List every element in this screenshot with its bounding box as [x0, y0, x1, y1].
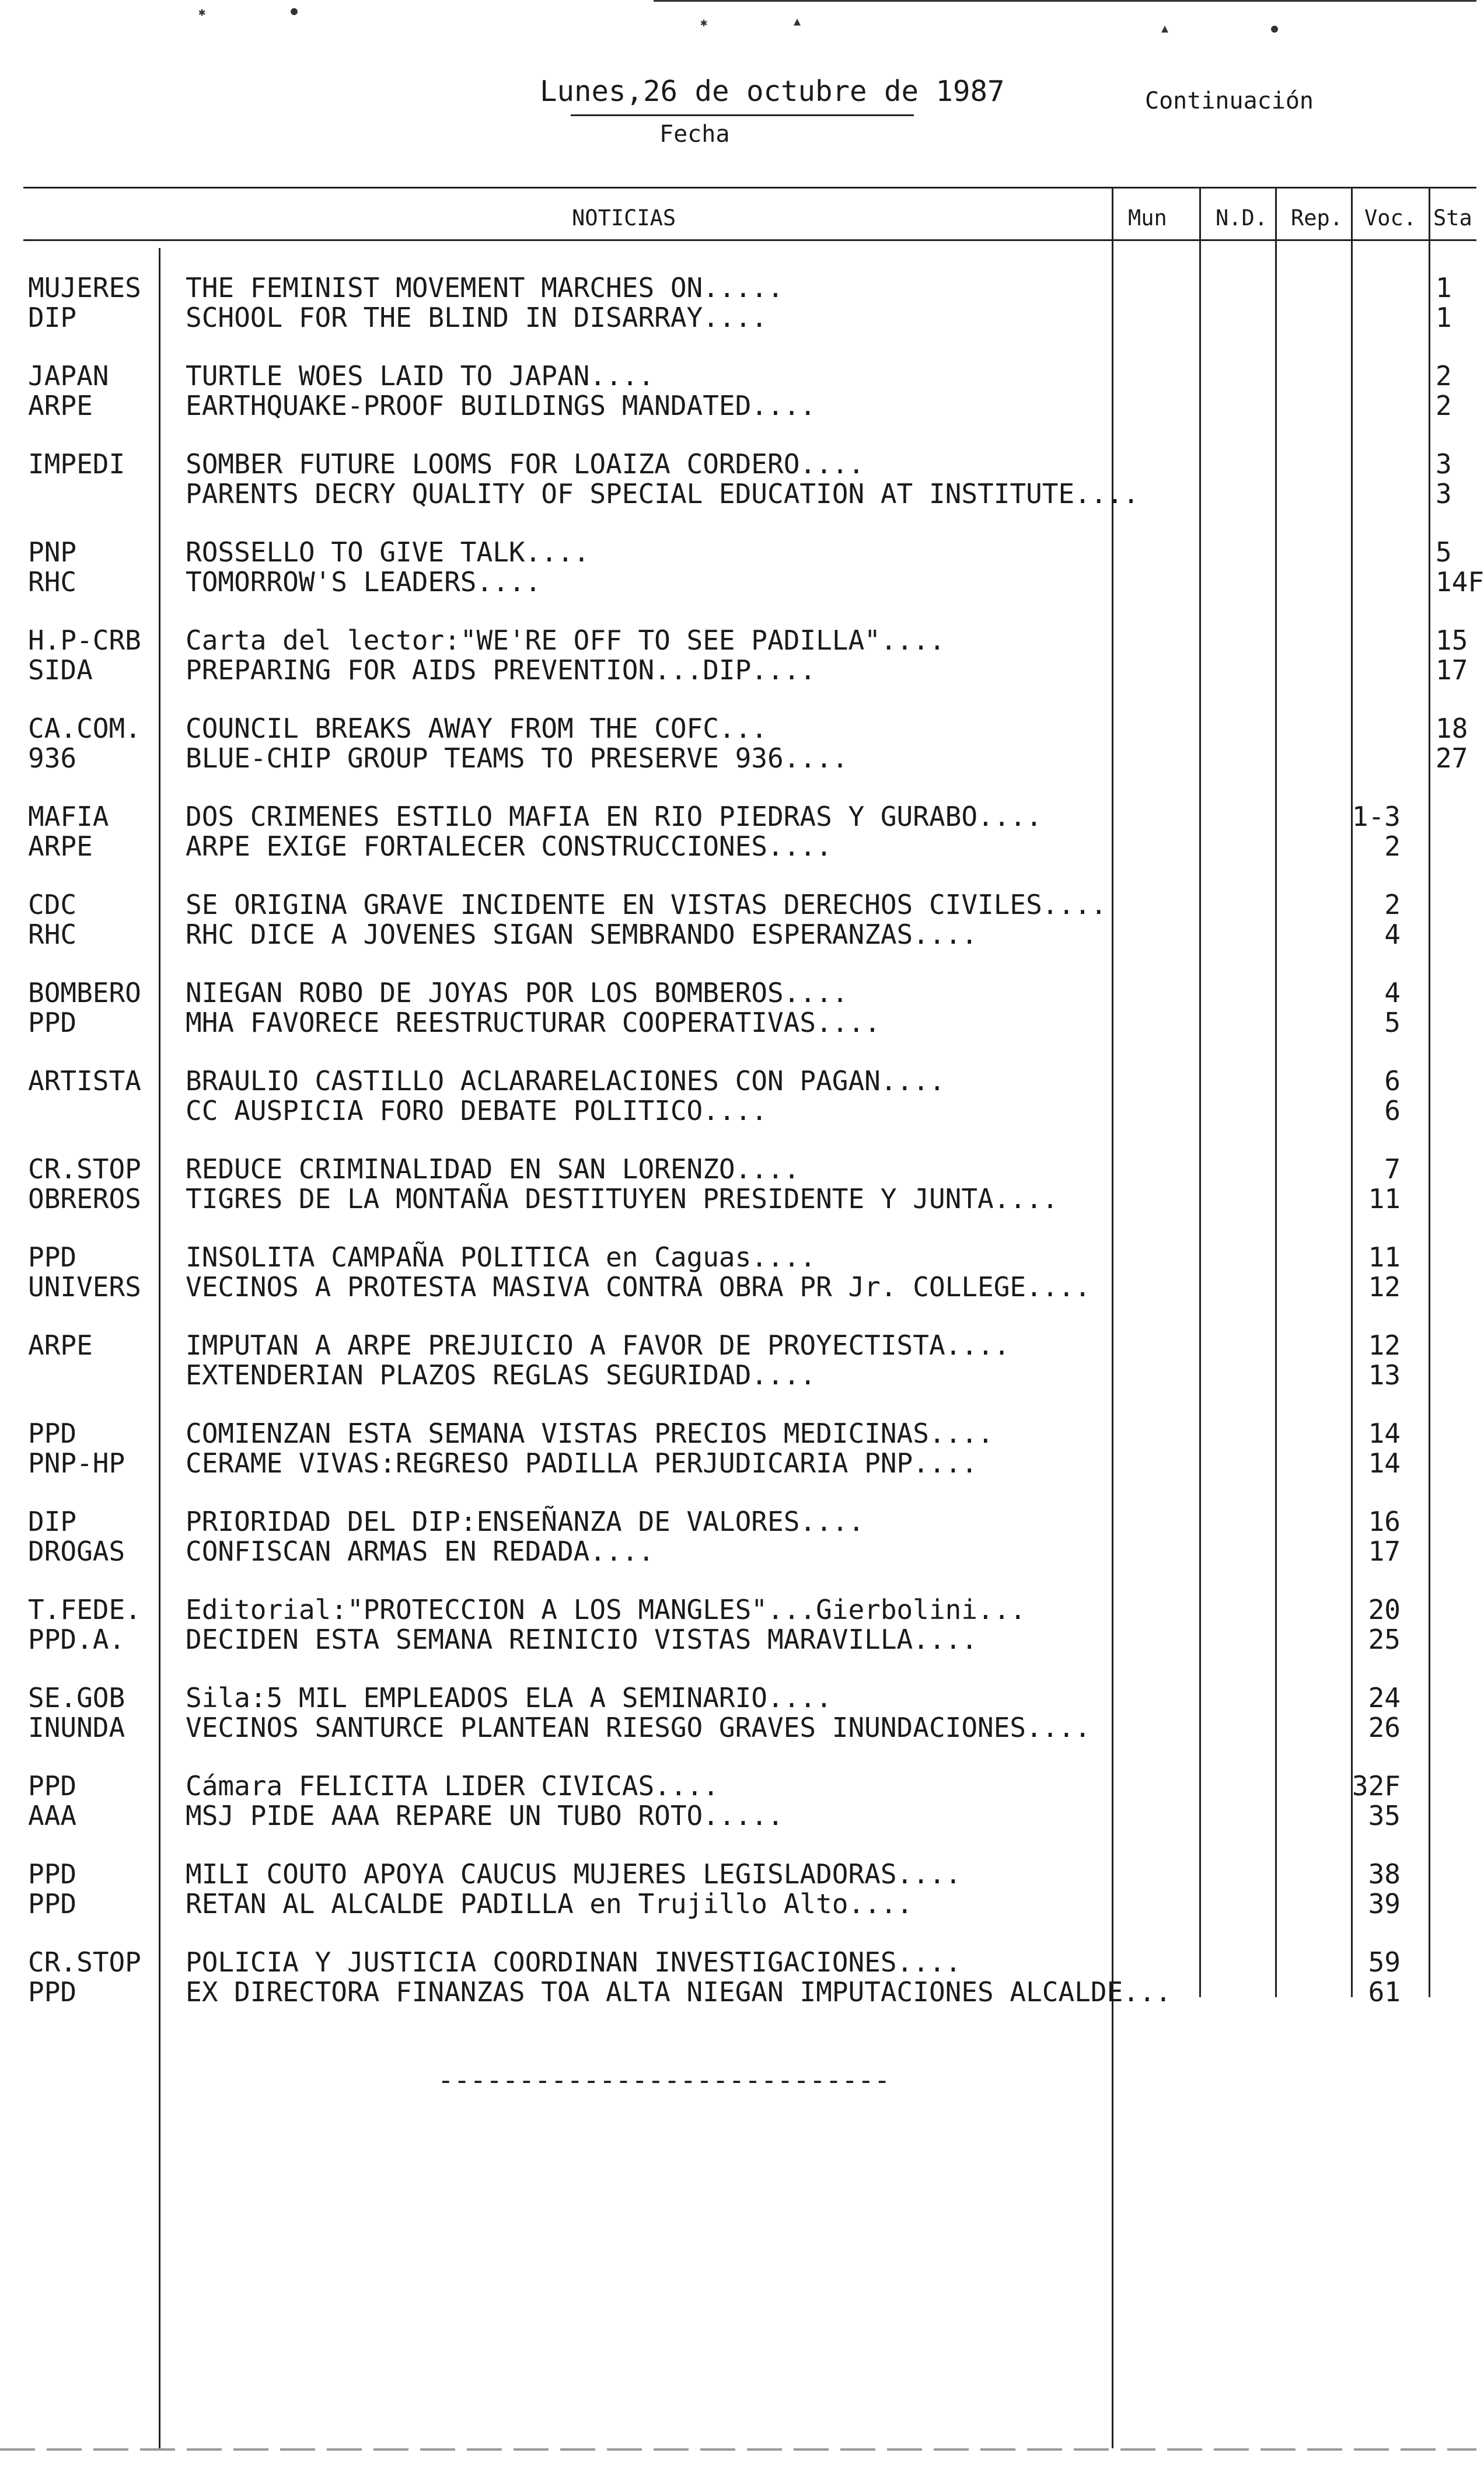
row-sta-page: 27 [1436, 742, 1468, 774]
row-headline: TURTLE WOES LAID TO JAPAN.... [186, 360, 655, 392]
row-sta-page: 2 [1436, 390, 1452, 421]
top-rule [654, 0, 1476, 2]
row-voc-page: 2 [1384, 831, 1401, 862]
row-headline: THE FEMINIST MOVEMENT MARCHES ON..... [186, 272, 784, 303]
speck-mark: ✱ [198, 5, 206, 19]
row-headline: PARENTS DECRY QUALITY OF SPECIAL EDUCATION AT INSTITUTE.... [186, 478, 1139, 510]
col-header-news: NOTICIAS [572, 205, 676, 231]
row-category: CDC [28, 889, 77, 920]
row-sta-page: 18 [1436, 713, 1468, 744]
document-date: Lunes,26 de octubre de 1987 [540, 75, 1005, 108]
row-headline: PRIORIDAD DEL DIP:ENSEÑANZA DE VALORES.... [186, 1506, 865, 1537]
row-voc-page: 20 [1368, 1594, 1401, 1625]
bottom-edge-rule [0, 2448, 1476, 2451]
col-header-voc: Voc. [1364, 205, 1417, 231]
row-headline: EARTHQUAKE-PROOF BUILDINGS MANDATED.... [186, 390, 816, 421]
row-category: DIP [28, 1506, 77, 1537]
row-voc-page: 5 [1384, 1007, 1401, 1038]
row-headline: DECIDEN ESTA SEMANA REINICIO VISTAS MARAVILLA.... [186, 1624, 978, 1655]
row-category: ARPE [28, 1330, 93, 1361]
row-headline: Cámara FELICITA LIDER CIVICAS.... [186, 1770, 719, 1802]
row-sta-page: 1 [1436, 272, 1452, 303]
row-headline: SOMBER FUTURE LOOMS FOR LOAIZA CORDERO.... [186, 448, 865, 480]
row-category: MUJERES [28, 272, 141, 303]
row-category: CR.STOP [28, 1946, 141, 1978]
col-header-sta: Sta [1433, 205, 1472, 231]
row-headline: SCHOOL FOR THE BLIND IN DISARRAY.... [186, 302, 767, 333]
row-category: CR.STOP [28, 1153, 141, 1185]
row-category: RHC [28, 919, 77, 950]
row-voc-page: 12 [1368, 1330, 1401, 1361]
rep-column-rule [1275, 188, 1277, 1997]
row-headline: RETAN AL ALCALDE PADILLA en Trujillo Alto.... [186, 1888, 913, 1920]
row-category: PPD [28, 1241, 77, 1273]
row-voc-page: 26 [1368, 1712, 1401, 1743]
row-category: PPD [28, 1418, 77, 1449]
row-category: AAA [28, 1800, 77, 1831]
row-voc-page: 12 [1368, 1271, 1401, 1303]
date-label: Fecha [659, 121, 730, 148]
table-header-rule [23, 239, 1476, 241]
row-voc-page: 2 [1384, 889, 1401, 920]
row-category: PPD [28, 1976, 77, 2008]
row-headline: EX DIRECTORA FINANZAS TOA ALTA NIEGAN IMPUTACIONES ALCALDE... [186, 1976, 1172, 2008]
col-header-mun: Mun [1128, 205, 1167, 231]
row-voc-page: 16 [1368, 1506, 1401, 1537]
row-category: T.FEDE. [28, 1594, 141, 1625]
speck-mark: ● [1271, 21, 1279, 35]
row-category: PPD [28, 1007, 77, 1038]
row-category: PNP [28, 536, 77, 568]
row-category: BOMBERO [28, 977, 141, 1009]
row-headline: REDUCE CRIMINALIDAD EN SAN LORENZO.... [186, 1153, 800, 1185]
row-voc-page: 61 [1368, 1976, 1401, 2008]
row-voc-page: 17 [1368, 1536, 1401, 1567]
row-voc-page: 59 [1368, 1946, 1401, 1978]
row-headline: COMIENZAN ESTA SEMANA VISTAS PRECIOS MEDICINAS.... [186, 1418, 994, 1449]
speck-mark: ● [291, 4, 298, 18]
nd-column-rule [1199, 188, 1201, 1997]
row-voc-page: 1-3 [1352, 801, 1401, 832]
row-sta-page: 17 [1436, 654, 1468, 686]
row-headline: MSJ PIDE AAA REPARE UN TUBO ROTO..... [186, 1800, 784, 1831]
row-category: ARPE [28, 390, 93, 421]
row-headline: EXTENDERIAN PLAZOS REGLAS SEGURIDAD.... [186, 1359, 816, 1391]
row-category: SE.GOB [28, 1682, 125, 1714]
speck-mark: ▲ [794, 14, 801, 28]
row-voc-page: 11 [1368, 1241, 1401, 1273]
row-headline: RHC DICE A JOVENES SIGAN SEMBRANDO ESPERANZAS.... [186, 919, 978, 950]
row-headline: TIGRES DE LA MONTAÑA DESTITUYEN PRESIDENTE Y JUNTA.... [186, 1183, 1059, 1215]
row-category: IMPEDI [28, 448, 125, 480]
row-voc-page: 14 [1368, 1418, 1401, 1449]
row-category: ARPE [28, 831, 93, 862]
row-voc-page: 4 [1384, 977, 1401, 1009]
row-category: CA.COM. [28, 713, 141, 744]
category-column-rule [159, 248, 160, 2448]
date-underline [571, 114, 914, 116]
row-category: DIP [28, 302, 77, 333]
row-headline: CONFISCAN ARMAS EN REDADA.... [186, 1536, 655, 1567]
row-headline: COUNCIL BREAKS AWAY FROM THE COFC... [186, 713, 767, 744]
sta-column-rule [1429, 188, 1430, 1997]
end-rule: ---------------------------- [438, 2064, 891, 2096]
row-voc-page: 6 [1384, 1095, 1401, 1126]
continuation-label: Continuación [1145, 88, 1314, 114]
row-headline: ARPE EXIGE FORTALECER CONSTRUCCIONES.... [186, 831, 832, 862]
row-category: H.P-CRB [28, 624, 141, 656]
row-headline: BLUE-CHIP GROUP TEAMS TO PRESERVE 936.... [186, 742, 849, 774]
row-category: SIDA [28, 654, 93, 686]
row-voc-page: 14 [1368, 1447, 1401, 1479]
row-headline: ROSSELLO TO GIVE TALK.... [186, 536, 590, 568]
row-sta-page: 5 [1436, 536, 1452, 568]
speck-mark: ✱ [700, 15, 708, 29]
row-voc-page: 35 [1368, 1800, 1401, 1831]
row-headline: INSOLITA CAMPAÑA POLITICA en Caguas.... [186, 1241, 816, 1273]
row-voc-page: 24 [1368, 1682, 1401, 1714]
row-headline: MILI COUTO APOYA CAUCUS MUJERES LEGISLADORAS.... [186, 1858, 962, 1890]
row-category: PPD [28, 1770, 77, 1802]
row-headline: CC AUSPICIA FORO DEBATE POLITICO.... [186, 1095, 767, 1126]
row-voc-page: 11 [1368, 1183, 1401, 1215]
row-category: INUNDA [28, 1712, 125, 1743]
row-category: MAFIA [28, 801, 109, 832]
table-top-rule [23, 187, 1476, 189]
row-headline: POLICIA Y JUSTICIA COORDINAN INVESTIGACIONES.... [186, 1946, 962, 1978]
row-voc-page: 6 [1384, 1065, 1401, 1097]
col-header-rep: Rep. [1291, 205, 1343, 231]
col-header-nd: N.D. [1216, 205, 1268, 231]
row-category: PNP-HP [28, 1447, 125, 1479]
row-sta-page: 14F [1436, 566, 1484, 598]
row-category: ARTISTA [28, 1065, 141, 1097]
row-category: JAPAN [28, 360, 109, 392]
row-headline: NIEGAN ROBO DE JOYAS POR LOS BOMBEROS.... [186, 977, 849, 1009]
row-headline: BRAULIO CASTILLO ACLARARELACIONES CON PAGAN.... [186, 1065, 945, 1097]
row-sta-page: 3 [1436, 448, 1452, 480]
row-headline: Editorial:"PROTECCION A LOS MANGLES"...Gierbolini... [186, 1594, 1026, 1625]
row-voc-page: 25 [1368, 1624, 1401, 1655]
row-sta-page: 1 [1436, 302, 1452, 333]
row-category: PPD.A. [28, 1624, 125, 1655]
row-headline: TOMORROW'S LEADERS.... [186, 566, 542, 598]
row-headline: MHA FAVORECE REESTRUCTURAR COOPERATIVAS.... [186, 1007, 881, 1038]
row-headline: IMPUTAN A ARPE PREJUICIO A FAVOR DE PROYECTISTA.... [186, 1330, 1010, 1361]
row-sta-page: 2 [1436, 360, 1452, 392]
row-category: PPD [28, 1888, 77, 1920]
row-category: PPD [28, 1858, 77, 1890]
row-voc-page: 7 [1384, 1153, 1401, 1185]
row-voc-page: 13 [1368, 1359, 1401, 1391]
row-category: 936 [28, 742, 77, 774]
row-sta-page: 15 [1436, 624, 1468, 656]
row-headline: DOS CRIMENES ESTILO MAFIA EN RIO PIEDRAS Y GURABO.... [186, 801, 1042, 832]
row-headline: CERAME VIVAS:REGRESO PADILLA PERJUDICARIA PNP.... [186, 1447, 978, 1479]
row-sta-page: 3 [1436, 478, 1452, 510]
row-voc-page: 4 [1384, 919, 1401, 950]
row-headline: SE ORIGINA GRAVE INCIDENTE EN VISTAS DERECHOS CIVILES.... [186, 889, 1107, 920]
row-headline: Sila:5 MIL EMPLEADOS ELA A SEMINARIO.... [186, 1682, 832, 1714]
row-headline: VECINOS SANTURCE PLANTEAN RIESGO GRAVES INUNDACIONES.... [186, 1712, 1091, 1743]
row-voc-page: 38 [1368, 1858, 1401, 1890]
row-headline: Carta del lector:"WE'RE OFF TO SEE PADILLA".... [186, 624, 945, 656]
row-category: UNIVERS [28, 1271, 141, 1303]
row-category: DROGAS [28, 1536, 125, 1567]
mun-column-rule [1112, 188, 1113, 2448]
row-category: OBREROS [28, 1183, 141, 1215]
row-headline: PREPARING FOR AIDS PREVENTION...DIP.... [186, 654, 816, 686]
row-category: RHC [28, 566, 77, 598]
row-headline: VECINOS A PROTESTA MASIVA CONTRA OBRA PR Jr. COLLEGE.... [186, 1271, 1091, 1303]
speck-mark: ▲ [1161, 21, 1169, 35]
row-voc-page: 32F [1352, 1770, 1401, 1802]
row-voc-page: 39 [1368, 1888, 1401, 1920]
